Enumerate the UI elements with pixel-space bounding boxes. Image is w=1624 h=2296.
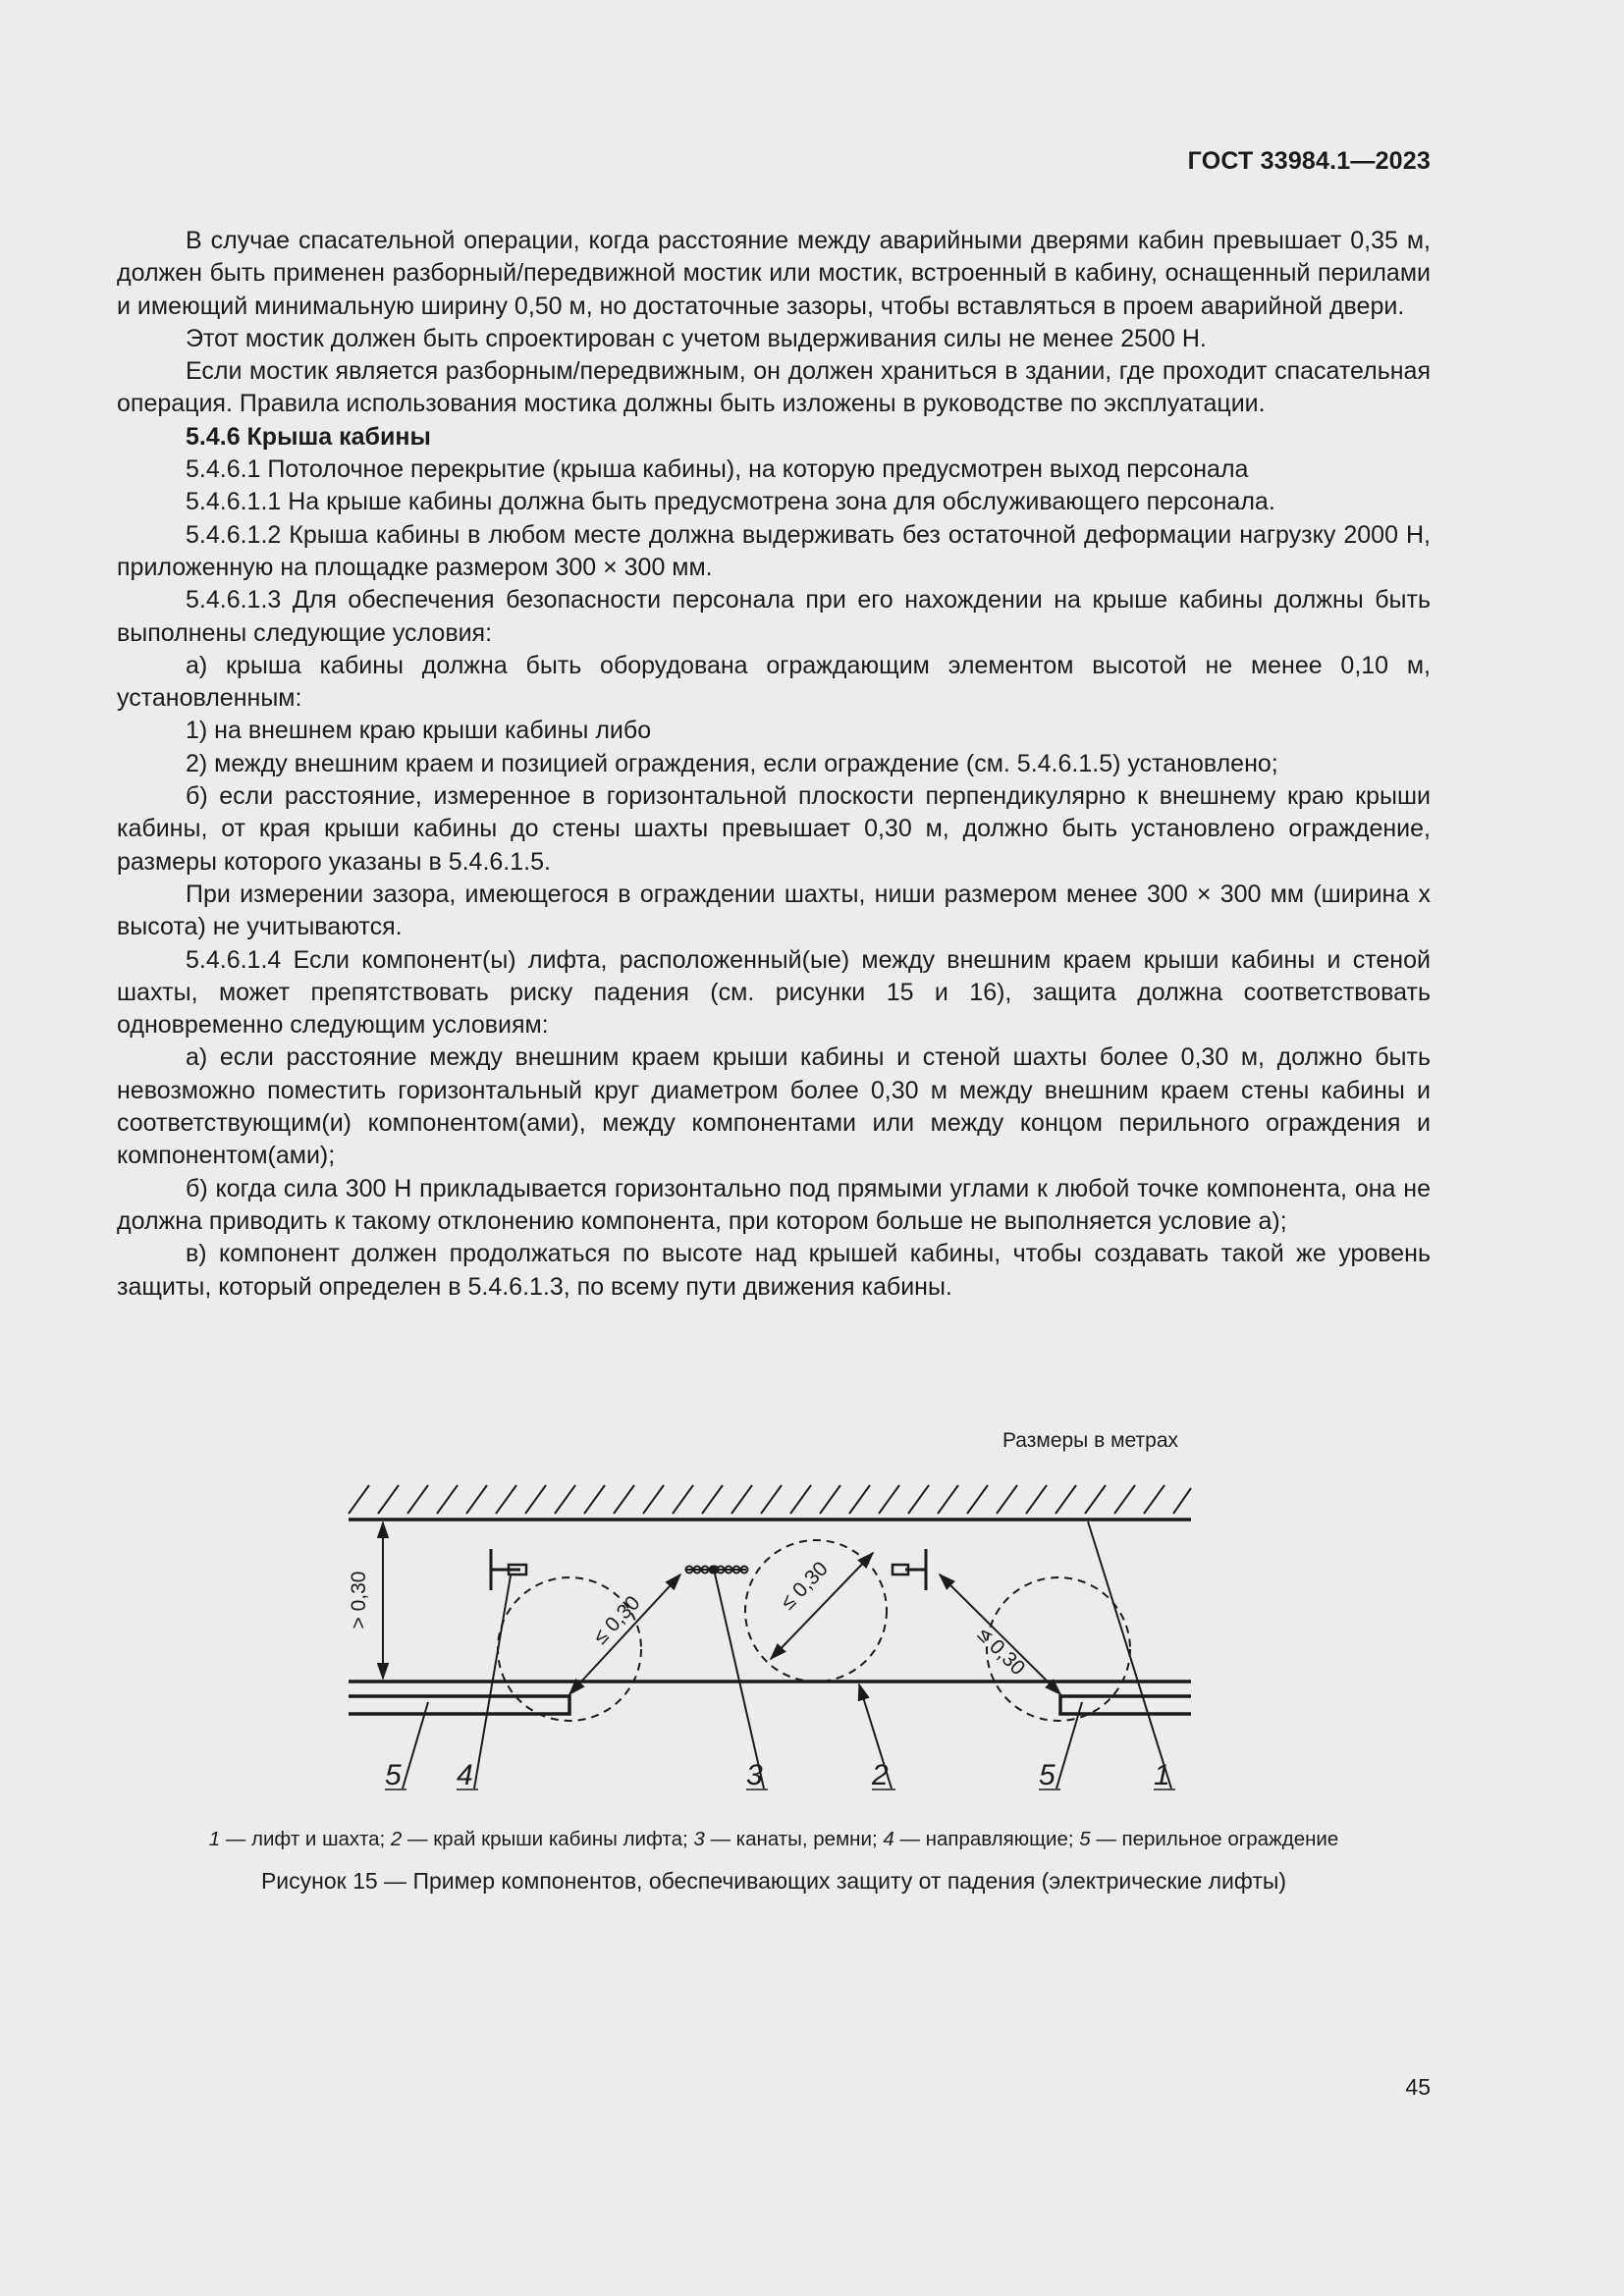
callout-5-left: 5 [385,1759,402,1791]
paragraph: Этот мостик должен быть спроектирован с учетом выдерживания силы не менее 2500 Н. [186,324,1207,352]
callout-3: 3 [746,1759,763,1791]
paragraph: 1) на внешнем краю крыши кабины либо [186,717,652,745]
circle-dimension-label-middle: ≤ 0,30 [776,1557,833,1615]
legend-text: — перильное ограждение [1090,1828,1339,1850]
paragraph: в) компонент должен продолжаться по высоте над крышей кабины, чтобы создавать такой же уровень защиты, который определен в 5.4.6.1.3, по всему пути движения кабины. [117,1240,1431,1301]
guide-rail-right [893,1549,926,1590]
paragraph: Если мостик является разборным/передвижным, он должен храниться в здании, где проходит спасательная операция. Правила использования мостика должны быть изложены в руководстве по эксплуатации. [117,357,1431,418]
section-heading: 5.4.6 Крыша кабины [186,422,431,451]
legend-text: — направляющие; [893,1828,1080,1850]
paragraph: а) если расстояние между внешним краем крыши кабины и стеной шахты более 0,30 м, должно быть невозможно поместить горизонтальный круг диаметром более 0,30 м между внешним краем стены кабины и соответствующим(и) компонентом(ами), между компонентами или между концом перильного ограждения и компонентом(ами); [117,1043,1431,1170]
callout-2: 2 [872,1759,889,1791]
callout-4: 4 [457,1759,473,1791]
rope-node [711,1566,719,1574]
callout-5-right: 5 [1039,1759,1056,1791]
figure-legend [117,1828,1431,1851]
paragraph: 5.4.6.1.1 На крыше кабины должна быть предусмотрена зона для обслуживающего персонала. [186,488,1275,516]
paragraph: В случае спасательной операции, когда расстояние между аварийными дверями кабин превышает 0,35 м, должен быть применен разборный/передвижной мостик или мостик, встроенный в кабину, оснащенный перилами и имеющий минимальную ширину 0,50 м, но достаточные зазоры, чтобы вставляться в проем аварийной двери. [117,227,1431,320]
paragraph: б) когда сила 300 Н прикладывается горизонтально под прямыми углами к любой точке компонента, она не должна приводить к такому отклонению компонента, при котором больше не выполняется условие а); [117,1174,1431,1235]
vertical-dimension-label: > 0,30 [348,1571,370,1629]
body-text [117,225,1431,1304]
leader-line-1 [1088,1522,1171,1789]
legend-num: 1 [208,1828,221,1850]
paragraph: б) если расстояние, измеренное в горизонтальной плоскости перпендикулярно к внешнему краю крыши кабины, от края крыши кабины до стены шахты превышает 0,30 м, должно быть установлено ограждение, размеры которого указаны в 5.4.6.1.5. [117,782,1431,876]
legend-num: 4 [883,1828,894,1850]
paragraph: 5.4.6.1.4 Если компонент(ы) лифта, расположенный(ые) между внешним краем крыши кабины и стеной шахты, может препятствовать риску падения (см. рисунки 15 и 16), защита должна соответствовать одновременно следующим условиям: [117,945,1431,1040]
figure-caption: Рисунок 15 — Пример компонентов, обеспечивающих защиту от падения (электрические лифты) [260,1868,1287,1894]
paragraph: а) крыша кабины должна быть оборудована ограждающим элементом высотой не менее 0,10 м, установленным: [117,651,1431,713]
paragraph: 2) между внешним краем и позицией ограждения, если ограждение (см. 5.4.6.1.5) установлено; [186,749,1278,777]
circle-dimension-label-left: ≤ 0,30 [588,1591,645,1649]
circle-dimension-label-right: ≤ 0,30 [972,1623,1030,1681]
diameter-line-left [569,1575,680,1694]
legend-text: — край крыши кабины лифта; [402,1828,694,1850]
legend-num: 3 [693,1828,705,1850]
callout-1: 1 [1154,1759,1170,1791]
shaft-wall-hatching [349,1485,1191,1514]
balustrade-left [349,1696,569,1714]
paragraph: При измерении зазора, имеющегося в ограждении шахты, ниши размером менее 300 × 300 мм (ширина х высота) не учитываются. [117,880,1431,941]
paragraph: 5.4.6.1 Потолочное перекрытие (крыша кабины), на которую предусмотрен выход персонала [186,455,1249,484]
legend-text: — канаты, ремни; [704,1828,884,1850]
paragraph: 5.4.6.1.2 Крыша кабины в любом месте должна выдерживать без остаточной деформации нагрузку 2000 Н, приложенную на площадке размером 300 × 300 мм. [117,520,1431,581]
figure-15-diagram [334,1463,1218,1806]
units-note: Размеры в метрах [1002,1429,1178,1452]
page-number: 45 [1405,2074,1431,2100]
legend-num: 2 [390,1828,403,1850]
legend-num: 5 [1079,1828,1091,1850]
legend-text: — лифт и шахта; [220,1828,391,1850]
paragraph: 5.4.6.1.3 Для обеспечения безопасности персонала при его нахождении на крыше кабины должны быть выполнены следующие условия: [117,586,1431,647]
document-id: ГОСТ 33984.1—2023 [1187,147,1431,175]
fall-protection-diagram [334,1463,1218,1806]
